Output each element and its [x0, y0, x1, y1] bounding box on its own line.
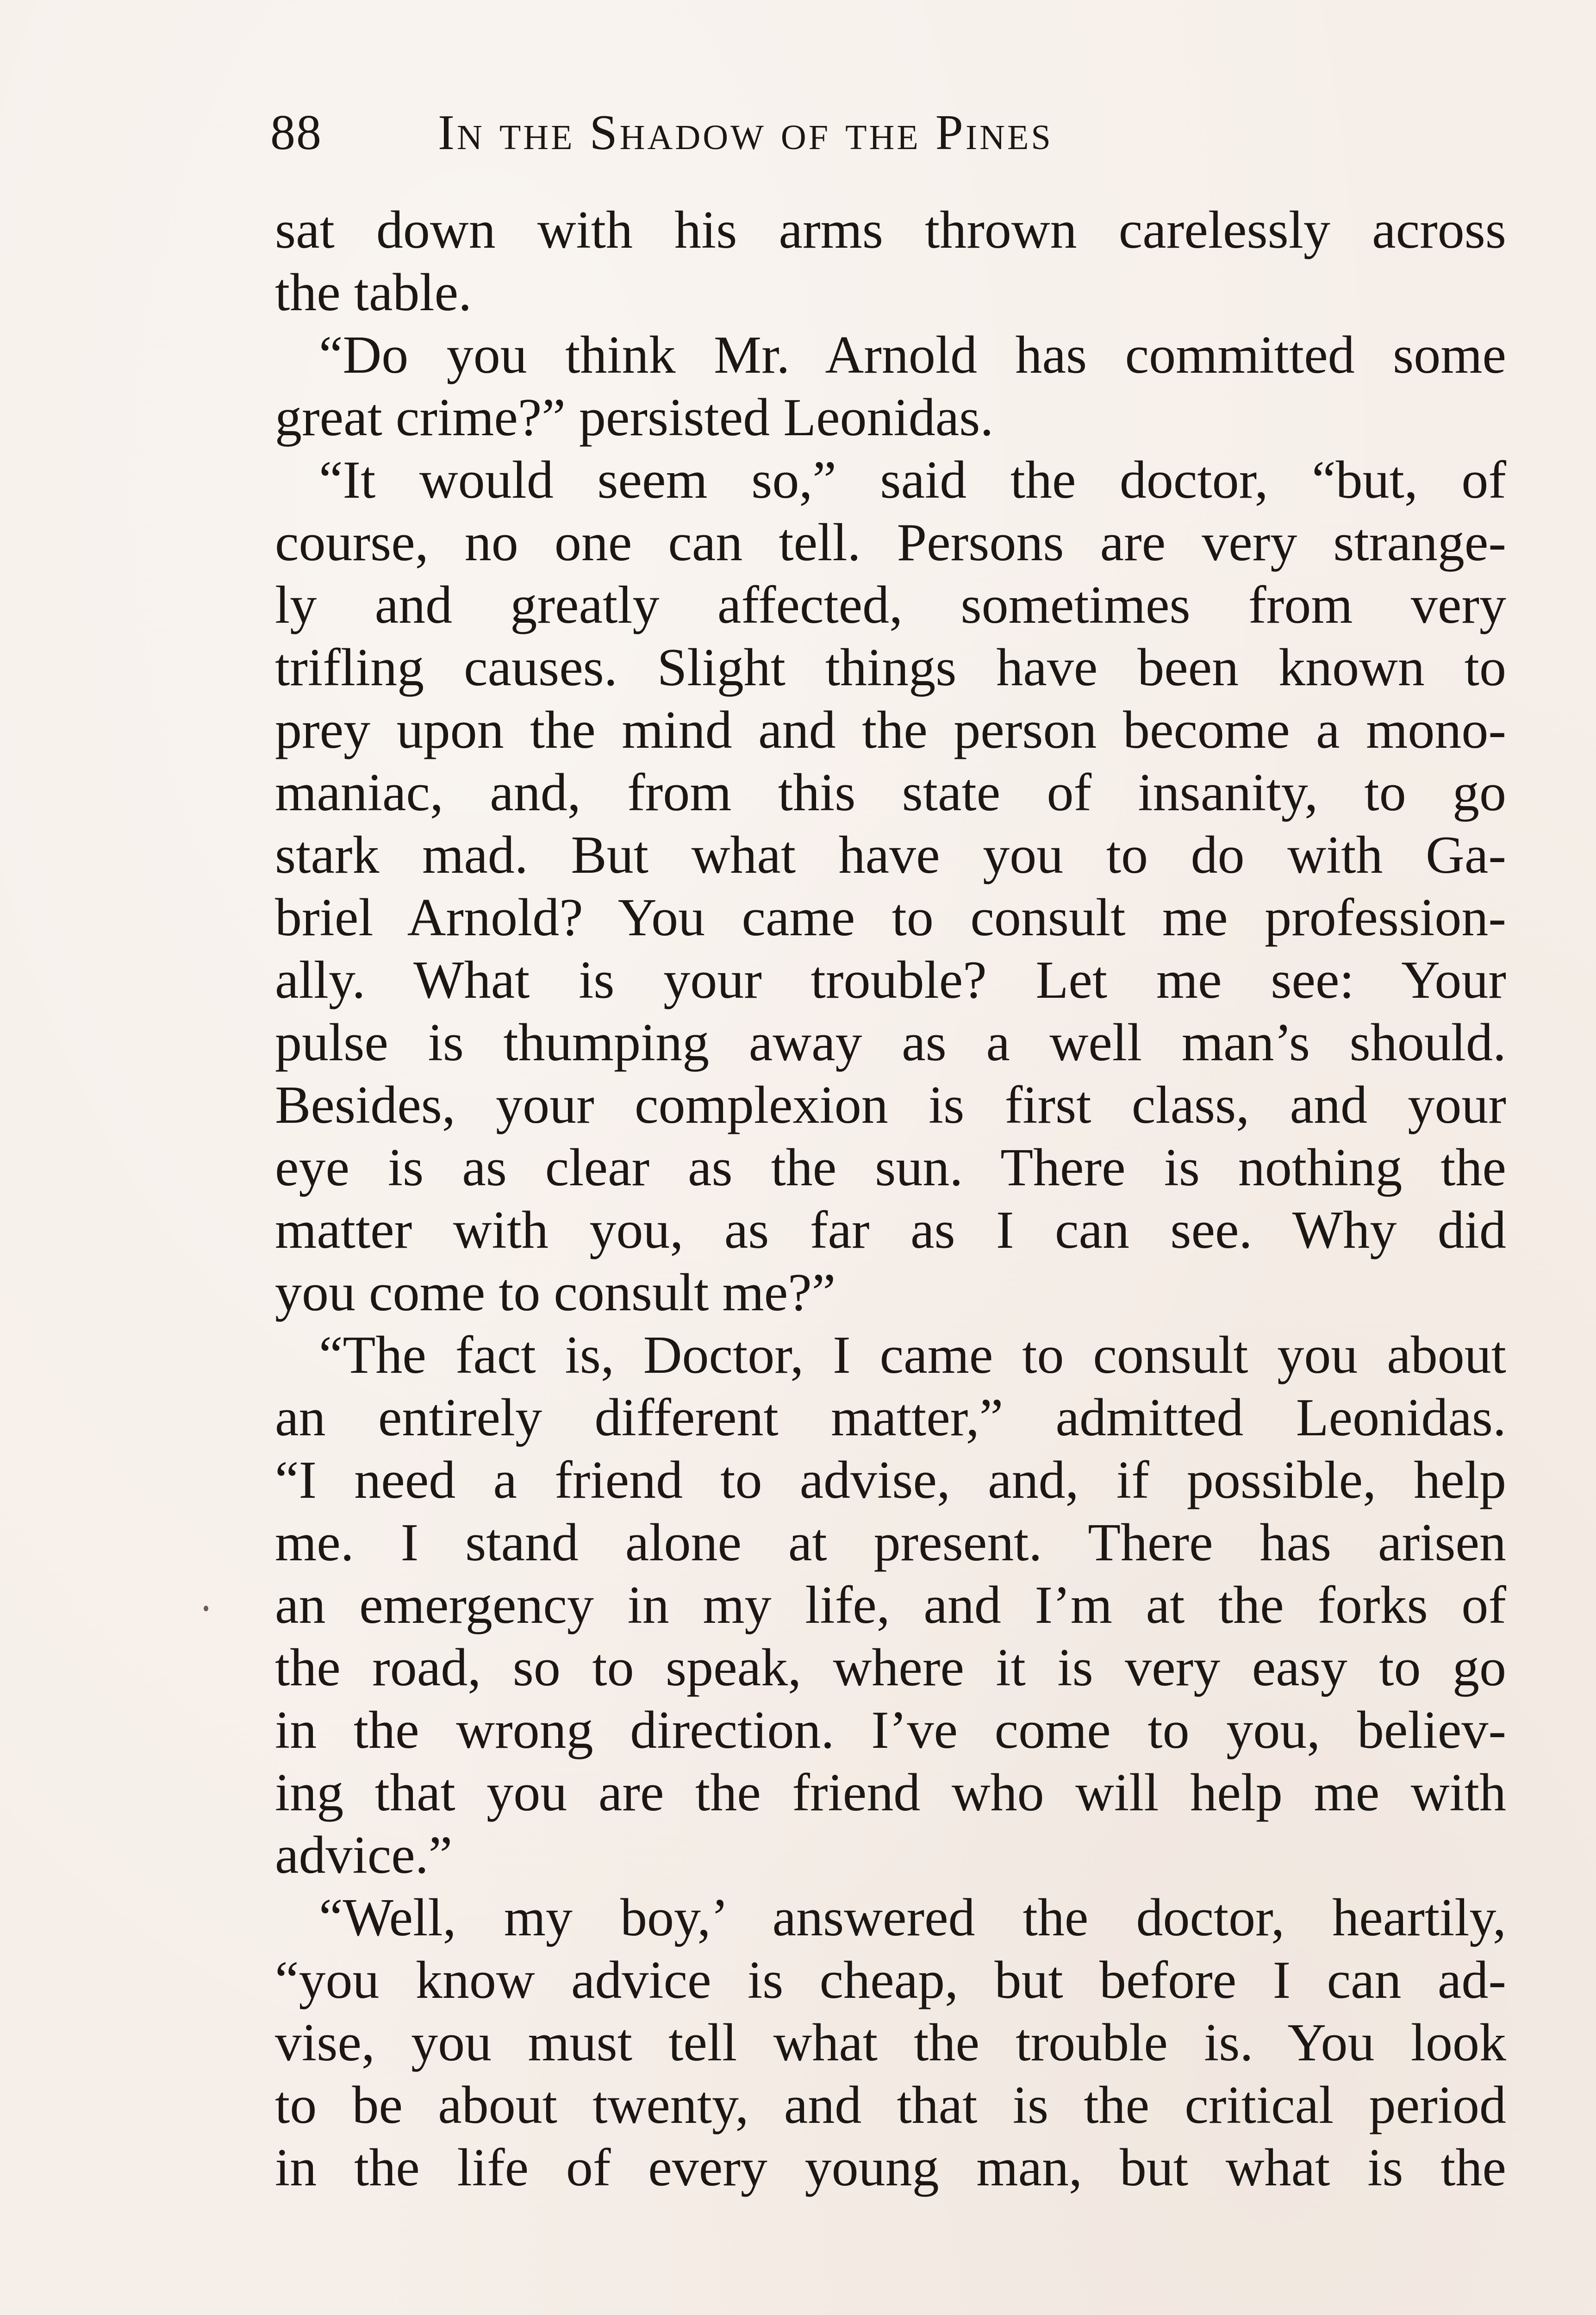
text-line: stark mad. But what have you to do with Ga-	[275, 826, 1506, 885]
text-line: an entirely different matter,” admitted Leonidas.	[275, 1388, 1506, 1447]
text-line: briel Arnold? You came to consult me profession-	[275, 888, 1506, 947]
text-line: maniac, and, from this state of insanity, to go	[275, 763, 1506, 822]
text-line: me. I stand alone at present. There has arisen	[275, 1513, 1506, 1572]
text-line: matter with you, as far as I can see. Why did	[275, 1201, 1506, 1260]
ink-speck	[204, 1606, 208, 1611]
text-line: “Do you think Mr. Arnold has committed some	[319, 325, 1506, 385]
text-line: an emergency in my life, and I’m at the forks of	[275, 1576, 1506, 1635]
text-line: course, no one can tell. Persons are very strange-	[275, 513, 1506, 572]
text-line: in the life of every young man, but what is the	[275, 2138, 1506, 2197]
body-text	[275, 199, 1506, 2199]
text-line: “The fact is, Doctor, I came to consult you about	[319, 1326, 1506, 1385]
text-line: prey upon the mind and the person become a mono-	[275, 701, 1506, 760]
text-line: pulse is thumping away as a well man’s should.	[275, 1013, 1506, 1072]
text-line: in the wrong direction. I’ve come to you, believ-	[275, 1701, 1506, 1760]
text-line: ing that you are the friend who will help me with	[275, 1763, 1506, 1822]
text-line: you come to consult me?”	[275, 1263, 836, 1322]
text-line: ally. What is your trouble? Let me see: Your	[275, 951, 1506, 1010]
text-line: trifling causes. Slight things have been known to	[275, 638, 1506, 697]
text-line: “Well, my boy,’ answered the doctor, heartily,	[319, 1888, 1506, 1947]
page-number: 88	[270, 105, 322, 160]
text-line: advice.”	[275, 1826, 453, 1885]
text-line: eye is as clear as the sun. There is nothing the	[275, 1138, 1506, 1197]
text-line: to be about twenty, and that is the critical period	[275, 2076, 1506, 2135]
text-line: sat down with his arms thrown carelessly across	[275, 200, 1506, 260]
text-line: “you know advice is cheap, but before I can ad-	[275, 1951, 1506, 2010]
text-line: ly and greatly affected, sometimes from very	[275, 576, 1506, 635]
running-head	[270, 104, 1289, 160]
text-line: the road, so to speak, where it is very easy to go	[275, 1638, 1506, 1697]
text-line: great crime?” persisted Leonidas.	[275, 388, 994, 447]
text-line: the table.	[275, 263, 472, 322]
text-line: “It would seem so,” said the doctor, “but, of	[319, 450, 1506, 510]
text-line: “I need a friend to advise, and, if possible, help	[275, 1451, 1506, 1510]
book-title: In the Shadow of the Pines	[438, 105, 1053, 160]
text-line: Besides, your complexion is first class, and your	[275, 1076, 1506, 1135]
text-line: vise, you must tell what the trouble is. You look	[275, 2013, 1506, 2072]
